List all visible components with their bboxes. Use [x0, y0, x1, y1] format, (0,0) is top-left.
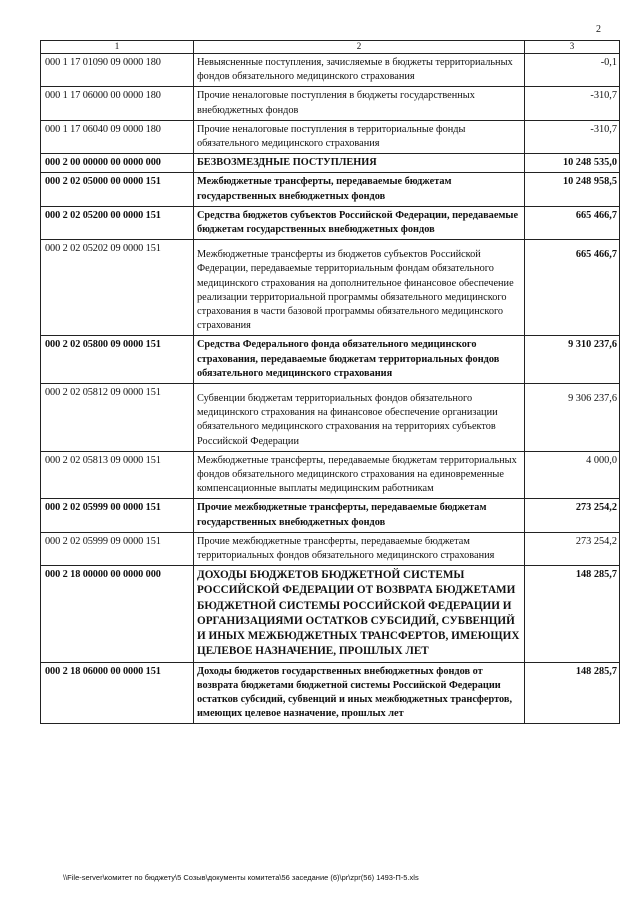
amount-cell: -310,7: [525, 87, 620, 120]
budget-code-cell: 000 2 02 05999 09 0000 151: [41, 532, 194, 565]
table-row: [41, 383, 620, 451]
budget-code-cell: 000 2 02 05812 09 0000 151: [41, 383, 194, 451]
revenue-table-body: [41, 41, 620, 724]
revenue-name-cell: Прочие межбюджетные трансферты, передаваемые бюджетам территориальных фондов обязательного медицинского страхования: [194, 532, 525, 565]
table-row: [41, 240, 620, 336]
amount-cell: -0,1: [525, 53, 620, 86]
revenue-name-cell: ДОХОДЫ БЮДЖЕТОВ БЮДЖЕТНОЙ СИСТЕМЫ РОССИЙСКОЙ ФЕДЕРАЦИИ ОТ ВОЗВРАТА БЮДЖЕТАМИ БЮДЖЕТНОЙ СИСТЕМЫ РОССИЙСКОЙ ФЕДЕРАЦИИ И ОРГАНИЗАЦИЯМИ ОСТАТКОВ СУБСИДИЙ, СУБВЕНЦИЙ И ИНЫХ МЕЖБЮДЖЕТНЫХ ТРАНСФЕРТОВ, ИМЕЮЩИХ ЦЕЛЕВОЕ НАЗНАЧЕНИЕ, ПРОШЛЫХ ЛЕТ: [194, 566, 525, 662]
budget-code-cell: 000 1 17 01090 09 0000 180: [41, 53, 194, 86]
amount-cell: 665 466,7: [525, 206, 620, 239]
budget-code-cell: 000 1 17 06000 00 0000 180: [41, 87, 194, 120]
budget-code-cell: 000 1 17 06040 09 0000 180: [41, 120, 194, 153]
revenue-name-cell: Прочие межбюджетные трансферты, передаваемые бюджетам государственных внебюджетных фондов: [194, 499, 525, 532]
budget-code-cell: 000 2 02 05200 00 0000 151: [41, 206, 194, 239]
revenue-name-cell: Невыясненные поступления, зачисляемые в бюджеты территориальных фондов обязательного медицинского страхования: [194, 53, 525, 86]
revenue-name-cell: БЕЗВОЗМЕЗДНЫЕ ПОСТУПЛЕНИЯ: [194, 154, 525, 173]
budget-code-cell: 000 2 02 05999 00 0000 151: [41, 499, 194, 532]
table-row: [41, 206, 620, 239]
revenue-name-cell: Межбюджетные трансферты, передаваемые бюджетам государственных внебюджетных фондов: [194, 173, 525, 206]
column-header-amount: 3: [525, 41, 620, 54]
revenue-name-cell: Субвенции бюджетам территориальных фондов обязательного медицинского страхования на финансовое обеспечение организации обязательного медицинского страхования на территориях субъектов Российской Федерации: [194, 383, 525, 451]
table-row: [41, 566, 620, 662]
amount-cell: 9 310 237,6: [525, 336, 620, 384]
revenue-name-cell: Прочие неналоговые поступления в территориальные фонды обязательного медицинского страхования: [194, 120, 525, 153]
revenue-name-cell: Межбюджетные трансферты из бюджетов субъектов Российской Федерации, передаваемые территориальным фондам обязательного медицинского страхования на дополнительное финансовое обеспечение реализации территориальной программы обязательного медицинского страхования в части базовой программы обязательного медицинского страхования: [194, 240, 525, 336]
budget-code-cell: 000 2 18 00000 00 0000 000: [41, 566, 194, 662]
revenue-name-cell: Доходы бюджетов государственных внебюджетных фондов от возврата бюджетами бюджетной системы Российской Федерации остатков субсидий, субвенций и иных межбюджетных трансфертов, имеющих целевое назначение, прошлых лет: [194, 662, 525, 724]
budget-code-cell: 000 2 02 05202 09 0000 151: [41, 240, 194, 336]
budget-code-cell: 000 2 02 05813 09 0000 151: [41, 451, 194, 499]
column-header-name: 2: [194, 41, 525, 54]
page-number: 2: [596, 24, 601, 35]
table-row: [41, 499, 620, 532]
amount-cell: 148 285,7: [525, 566, 620, 662]
revenue-name-cell: Средства бюджетов субъектов Российской Федерации, передаваемые бюджетам государственных внебюджетных фондов: [194, 206, 525, 239]
budget-code-cell: 000 2 02 05000 00 0000 151: [41, 173, 194, 206]
revenue-name-cell: Средства Федерального фонда обязательного медицинского страхования, передаваемые бюджетам территориальных фондов обязательного медицинского страхования: [194, 336, 525, 384]
amount-cell: 4 000,0: [525, 451, 620, 499]
amount-cell: 273 254,2: [525, 499, 620, 532]
table-row: [41, 173, 620, 206]
file-path-footer: \\File-server\комитет по бюджету\5 Созыв\документы комитета\56 заседание (6)\pr\zpr(56) 1493-П-5.xls: [63, 873, 419, 882]
table-header-row: [41, 41, 620, 54]
budget-code-cell: 000 2 18 06000 00 0000 151: [41, 662, 194, 724]
amount-cell: -310,7: [525, 120, 620, 153]
table-row: [41, 154, 620, 173]
amount-cell: 9 306 237,6: [525, 383, 620, 451]
revenue-name-cell: Межбюджетные трансферты, передаваемые бюджетам территориальных фондов обязательного медицинского страхования на единовременные компенсационные выплаты медицинским работникам: [194, 451, 525, 499]
budget-code-cell: 000 2 02 05800 09 0000 151: [41, 336, 194, 384]
amount-cell: 665 466,7: [525, 240, 620, 336]
revenue-table: [40, 40, 620, 724]
table-row: [41, 451, 620, 499]
column-header-code: 1: [41, 41, 194, 54]
table-row: [41, 532, 620, 565]
amount-cell: 10 248 535,0: [525, 154, 620, 173]
budget-code-cell: 000 2 00 00000 00 0000 000: [41, 154, 194, 173]
table-row: [41, 87, 620, 120]
amount-cell: 10 248 958,5: [525, 173, 620, 206]
revenue-name-cell: Прочие неналоговые поступления в бюджеты государственных внебюджетных фондов: [194, 87, 525, 120]
table-row: [41, 662, 620, 724]
amount-cell: 273 254,2: [525, 532, 620, 565]
amount-cell: 148 285,7: [525, 662, 620, 724]
table-row: [41, 120, 620, 153]
table-row: [41, 53, 620, 86]
table-row: [41, 336, 620, 384]
